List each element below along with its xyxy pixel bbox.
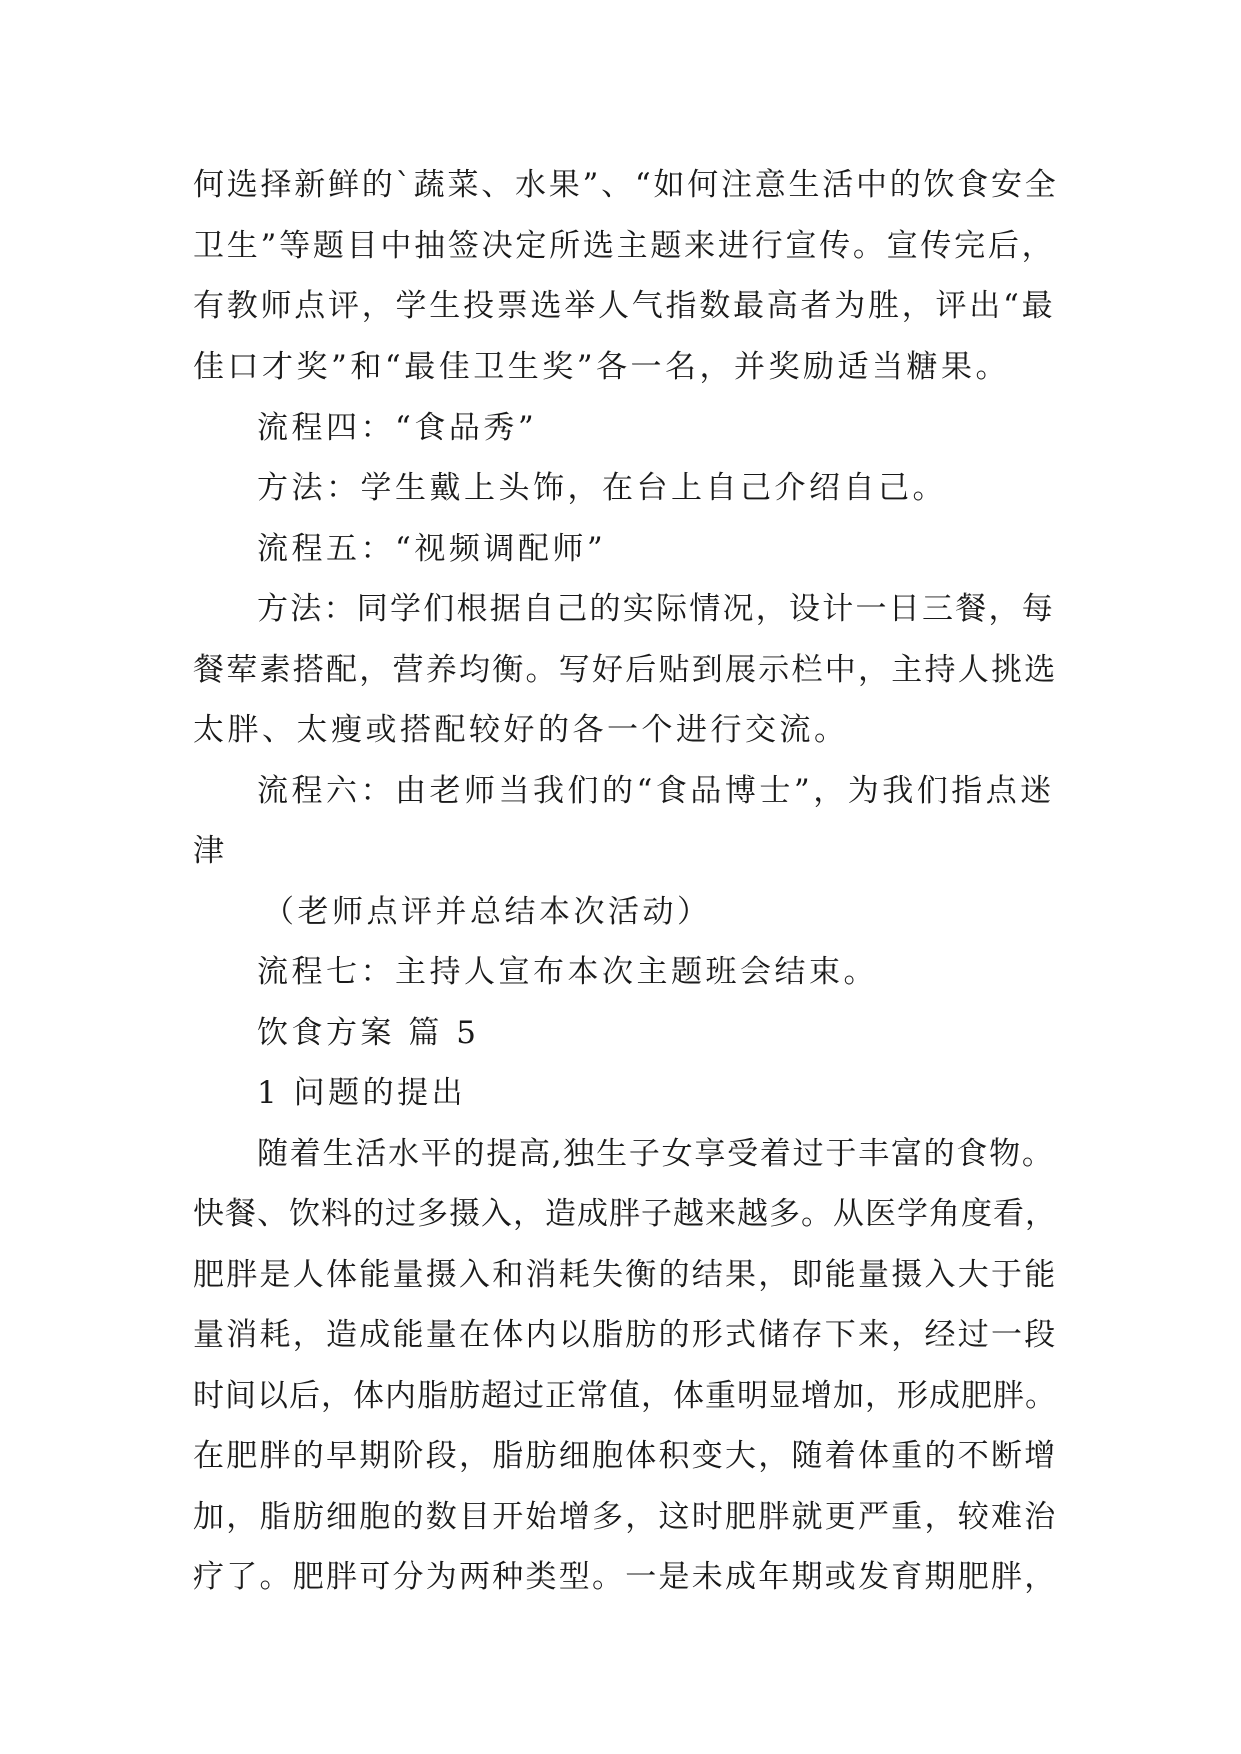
process-heading: 流程五：“视频调配师” — [257, 531, 607, 567]
paragraph-line: 方法：同学们根据自己的实际情况，设计一日三餐，每 — [257, 591, 1055, 627]
paragraph-line: 肥胖是人体能量摄入和消耗失衡的结果，即能量摄入大于能 — [193, 1257, 1058, 1293]
paragraph-line: 量消耗，造成能量在体内以脂肪的形式储存下来，经过一段 — [193, 1317, 1058, 1353]
paragraph-line: 津 — [193, 833, 228, 869]
paragraph-line: 何选择新鲜的`蔬菜、水果”、“如何注意生活中的饮食安全 — [193, 167, 1059, 203]
paragraph-line: 有教师点评，学生投票选举人气指数最高者为胜，评出“最 — [193, 288, 1056, 324]
paragraph-line: 佳口才奖”和“最佳卫生奖”各一名，并奖励适当糖果。 — [193, 349, 1011, 385]
process-heading: 流程七：主持人宣布本次主题班会结束。 — [257, 954, 878, 990]
paragraph-line: 卫生”等题目中抽签决定所选主题来进行宣传。宣传完后， — [193, 228, 1056, 264]
paragraph-line: 餐荤素搭配，营养均衡。写好后贴到展示栏中，主持人挑选 — [193, 652, 1058, 688]
paragraph-line: 时间以后，体内脂肪超过正常值，体重明显增加，形成肥胖。 — [193, 1378, 1057, 1414]
paragraph-line: 随着生活水平的提高,独生子女享受着过于丰富的食物。 — [257, 1136, 1055, 1172]
paragraph-line: 太胖、太瘦或搭配较好的各一个进行交流。 — [193, 712, 849, 748]
process-heading: 流程四：“食品秀” — [257, 410, 538, 446]
process-heading: 流程六：由老师当我们的“食品博士”，为我们指点迷 — [257, 773, 1055, 809]
paragraph-line: 快餐、饮料的过多摄入，造成胖子越来越多。从医学角度看， — [193, 1196, 1057, 1232]
paragraph-line: （老师点评并总结本次活动） — [263, 894, 712, 930]
subsection-heading: 1 问题的提出 — [257, 1075, 467, 1111]
paragraph-line: 疗了。肥胖可分为两种类型。一是未成年期或发育期肥胖， — [193, 1559, 1058, 1595]
paragraph-line: 加，脂肪细胞的数目开始增多，这时肥胖就更严重，较难治 — [193, 1499, 1058, 1535]
paragraph-line: 方法：学生戴上头饰，在台上自己介绍自己。 — [257, 470, 947, 506]
paragraph-line: 在肥胖的早期阶段，脂肪细胞体积变大，随着体重的不断增 — [193, 1438, 1058, 1474]
section-heading: 饮食方案 篇 5 — [257, 1015, 480, 1051]
